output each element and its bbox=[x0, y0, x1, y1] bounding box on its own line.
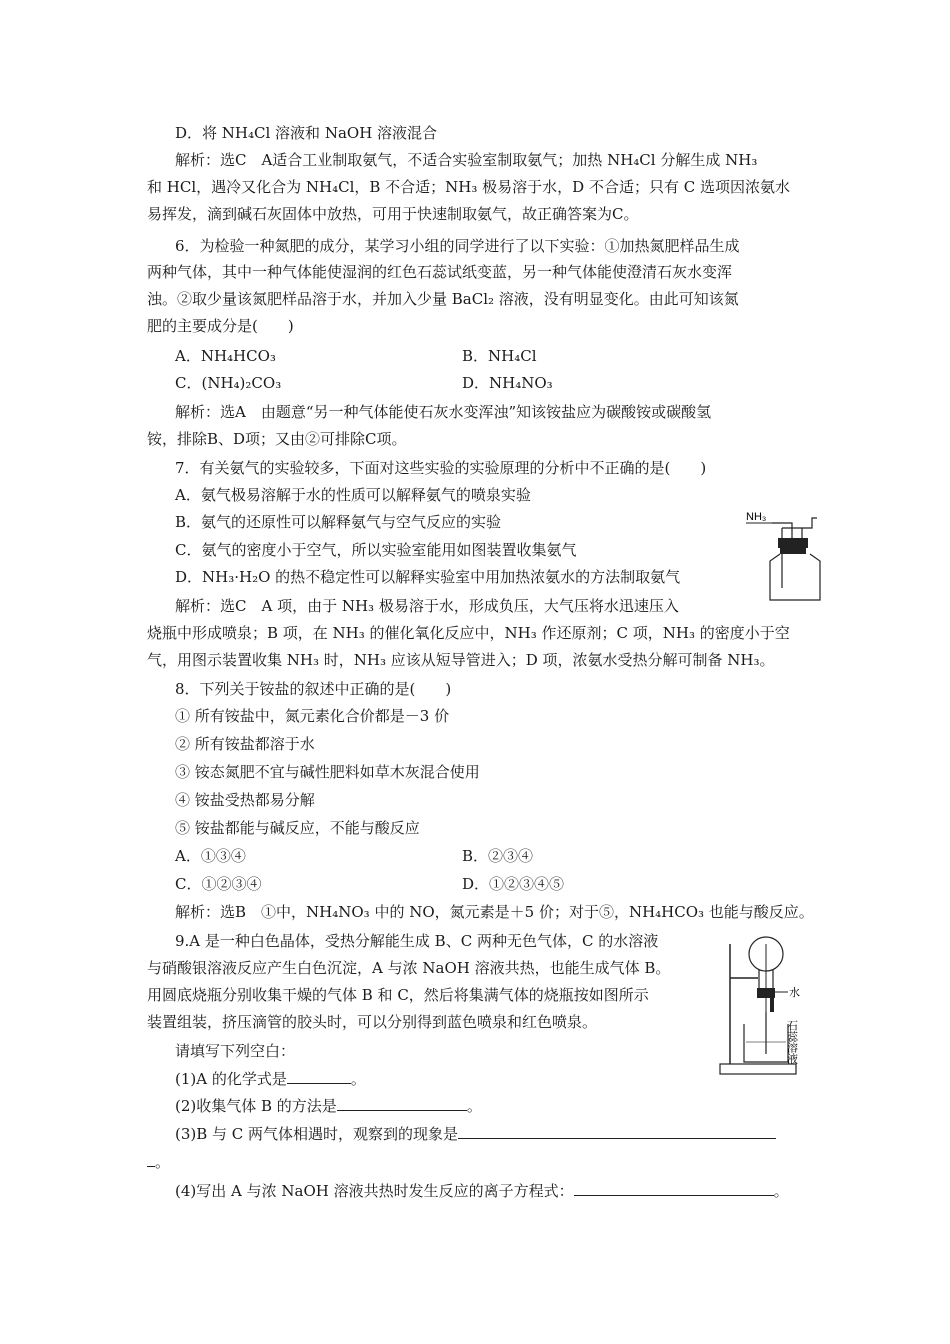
q5-solution-line: 解析：选C A适合工业制取氨气，不适合实验室制取氨气；加热 NH₄Cl 分解生成 NH₃ bbox=[175, 151, 758, 169]
answer-blank-2[interactable] bbox=[337, 1096, 467, 1111]
q6-solution: 解析：选A 由题意“另一种气体能使石灰水变浑浊”知该铵盐应为碳酸铵或碳酸氢 bbox=[175, 403, 712, 421]
q7-option-b: B．氨气的还原性可以解释氨气与空气反应的实验 bbox=[175, 513, 502, 531]
q9-part-3-text: (3)B 与 C 两气体相遇时，观察到的现象是 bbox=[175, 1125, 459, 1143]
q6-option-c: C．(NH₄)₂CO₃ bbox=[175, 374, 282, 392]
q7-solution: 气，用图示装置收集 NH₃ 时，NH₃ 应该从短导管进入；D 项，浓氨水受热分解可制备 NH₃。 bbox=[147, 651, 775, 669]
q8-option-b: B．②③④ bbox=[462, 847, 534, 865]
q8-option-c: C．①②③④ bbox=[175, 875, 262, 893]
q9-part-3 bbox=[175, 1124, 776, 1144]
q9-instruction: 请填写下列空白： bbox=[175, 1042, 296, 1060]
q8-option-a: A．①③④ bbox=[175, 847, 246, 865]
q5-option-d: D．将 NH₄Cl 溶液和 NaOH 溶液混合 bbox=[175, 124, 438, 142]
q9-stem: 装置组装，挤压滴管的胶头时，可以分别得到蓝色喷泉和红色喷泉。 bbox=[147, 1013, 598, 1031]
q8-statement-5: ⑤ 铵盐都能与碱反应，不能与酸反应 bbox=[175, 819, 420, 837]
q6-option-a: A．NH₄HCO₃ bbox=[175, 347, 276, 365]
litmus-label: 石蕊溶液 bbox=[785, 1020, 799, 1064]
fountain-experiment-figure bbox=[718, 930, 808, 1078]
q6-stem: 肥的主要成分是( ) bbox=[147, 317, 294, 335]
q9-part-2 bbox=[175, 1096, 482, 1116]
q8-statement-2: ② 所有铵盐都溶于水 bbox=[175, 735, 315, 753]
q6-option-b: B．NH₄Cl bbox=[462, 347, 537, 365]
q6-stem: 6．为检验一种氮肥的成分，某学习小组的同学进行了以下实验：①加热氮肥样品生成 bbox=[175, 237, 740, 255]
q9-part-3-cont bbox=[147, 1152, 170, 1172]
q8-statement-3: ③ 铵态氮肥不宜与碱性肥料如草木灰混合使用 bbox=[175, 763, 480, 781]
q7-option-a: A．氨气极易溶解于水的性质可以解释氨气的喷泉实验 bbox=[175, 486, 531, 504]
q9-part-2-end: 。 bbox=[466, 1097, 482, 1115]
q9-stem: 用圆底烧瓶分别收集干燥的气体 B 和 C，然后将集满气体的烧瓶按如图所示 bbox=[147, 986, 649, 1004]
answer-blank-3-cont[interactable] bbox=[147, 1152, 155, 1167]
q9-part-4-end: 。 bbox=[773, 1182, 789, 1200]
q9-part-2-text: (2)收集气体 B 的方法是 bbox=[175, 1097, 337, 1115]
q6-option-d: D．NH₄NO₃ bbox=[462, 374, 553, 392]
answer-blank-4[interactable] bbox=[574, 1181, 774, 1196]
q9-part-1 bbox=[175, 1069, 366, 1089]
q9-part-1-end: 。 bbox=[350, 1070, 366, 1088]
q7-solution: 烧瓶中形成喷泉；B 项，在 NH₃ 的催化氧化反应中，NH₃ 作还原剂；C 项，NH₃ 的密度小于空 bbox=[147, 624, 790, 642]
q6-solution: 铵，排除B、D项；又由②可排除C项。 bbox=[147, 430, 407, 448]
nh3-label: NH₃ bbox=[746, 511, 767, 523]
q8-statement-4: ④ 铵盐受热都易分解 bbox=[175, 791, 315, 809]
q7-option-d: D．NH₃·H₂O 的热不稳定性可以解释实验室中用加热浓氨水的方法制取氨气 bbox=[175, 568, 681, 586]
q9-part-4 bbox=[175, 1181, 789, 1201]
answer-blank-3[interactable] bbox=[458, 1124, 776, 1139]
q8-stem: 8．下列关于铵盐的叙述中正确的是( ) bbox=[175, 680, 452, 698]
q8-option-d: D．①②③④⑤ bbox=[462, 875, 565, 893]
q5-solution-line: 易挥发，滴到碱石灰固体中放热，可用于快速制取氨气，故正确答案为C。 bbox=[147, 205, 639, 223]
q9-stem: 9.A 是一种白色晶体，受热分解能生成 B、C 两种无色气体，C 的水溶液 bbox=[175, 932, 659, 950]
water-label: 水 bbox=[789, 986, 800, 999]
q9-part-1-text: (1)A 的化学式是 bbox=[175, 1070, 287, 1088]
q5-solution-line: 和 HCl，遇冷又化合为 NH₄Cl，B 不合适；NH₃ 极易溶于水，D 不合适；只有 C 选项因浓氨水 bbox=[147, 178, 790, 196]
answer-blank-1[interactable] bbox=[287, 1069, 351, 1084]
q9-part-4-text: (4)写出 A 与浓 NaOH 溶液共热时发生反应的离子方程式： bbox=[175, 1182, 574, 1200]
q8-solution: 解析：选B ①中，NH₄NO₃ 中的 NO，氮元素是＋5 价；对于⑤，NH₄HCO₃ 也能与酸反应。 bbox=[175, 903, 814, 921]
q6-stem: 浊。②取少量该氮肥样品溶于水，并加入少量 BaCl₂ 溶液，没有明显变化。由此可知该氮 bbox=[147, 290, 739, 308]
q7-option-c: C．氨气的密度小于空气，所以实验室能用如图装置收集氨气 bbox=[175, 541, 577, 559]
q7-stem: 7．有关氨气的实验较多，下面对这些实验的实验原理的分析中不正确的是( ) bbox=[175, 459, 707, 477]
q9-stem: 与硝酸银溶液反应产生白色沉淀，A 与浓 NaOH 溶液共热，也能生成气体 B。 bbox=[147, 959, 671, 977]
q7-solution: 解析：选C A 项，由于 NH₃ 极易溶于水，形成负压，大气压将水迅速压入 bbox=[175, 597, 679, 615]
q9-part-3-end: 。 bbox=[155, 1153, 171, 1171]
q8-statement-1: ① 所有铵盐中，氮元素化合价都是－3 价 bbox=[175, 707, 450, 725]
q6-stem: 两种气体，其中一种气体能使湿润的红色石蕊试纸变蓝，另一种气体能使澄清石灰水变浑 bbox=[147, 263, 733, 281]
gas-collection-bottle-figure bbox=[742, 506, 832, 606]
